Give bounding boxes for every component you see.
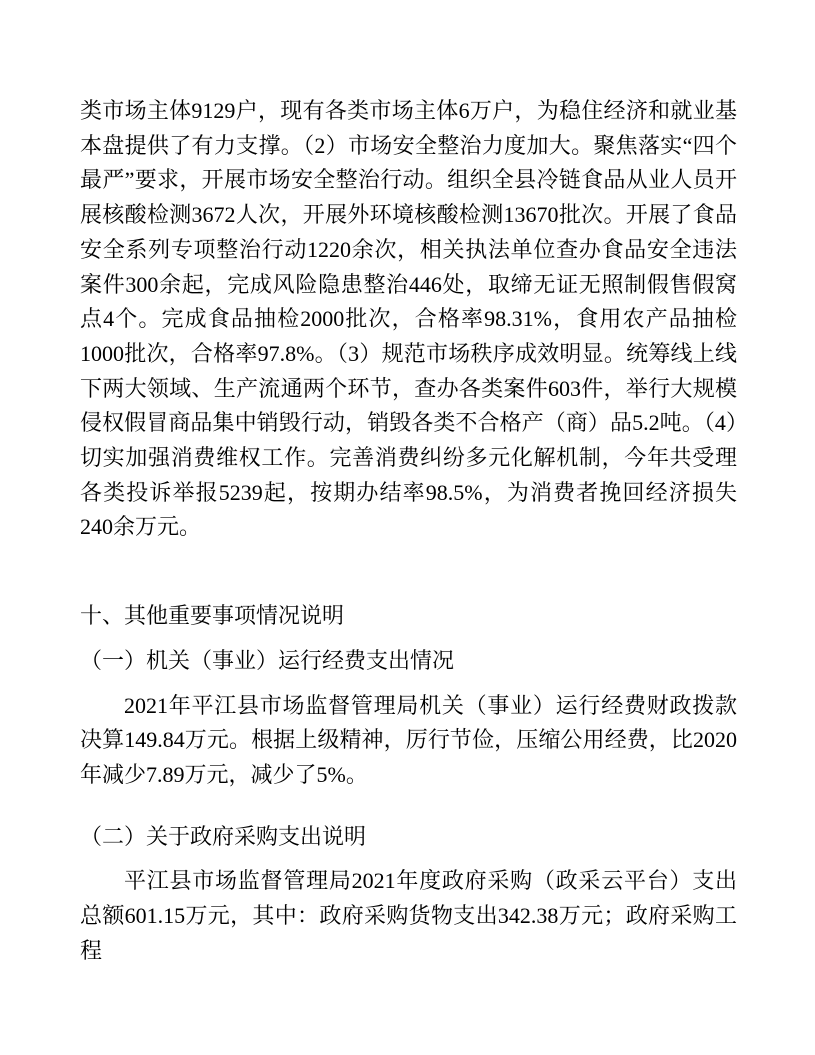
- document-content: [80, 94, 737, 968]
- section-heading-other-important-matters: 十、其他重要事项情况说明: [80, 603, 345, 629]
- subsection-heading-government-procurement: （二）关于政府采购支出说明: [80, 823, 367, 849]
- paragraph-government-procurement: 平江县市场监督管理局2021年度政府采购（政采云平台）支出总额601.15万元，其中：政府采购货物支出342.38万元；政府采购工程: [80, 868, 737, 963]
- paragraph-market-supervision-results: 类市场主体9129户，现有各类市场主体6万户，为稳住经济和就业基本盘提供了有力支撑。（2）市场安全整治力度加大。聚焦落实“四个最严”要求，开展市场安全整治行动。组织全县冷链食品从业人员开展核酸检测3672人次，开展外环境核酸检测13670批次。开展了食品安全系列专项整治行动1220余次，相关执法单位查办食品安全违法案件300余起，完成风险隐患整治446处，取缔无证无照制假售假窝点4个。完成食品抽检2000批次，合格率98.31%，食用农产品抽检1000批次，合格率97.8%。（3）规范市场秩序成效明显。统筹线上线下两大领域、生产流通两个环节，查办各类案件603件，举行大规模侵权假冒商品集中销毁行动，销毁各类不合格产（商）品5.2吨。（4）切实加强消费维权工作。完善消费纠纷多元化解机制，今年共受理各类投诉举报5239起，按期办结率98.5%，为消费者挽回经济损失240余万元。: [80, 98, 737, 540]
- subsection-heading-operating-expenses: （一）机关（事业）运行经费支出情况: [80, 647, 455, 673]
- paragraph-operating-expenses: 2021年平江县市场监督管理局机关（事业）运行经费财政拨款决算149.84万元。根据上级精神，厉行节俭，压缩公用经费，比2020年减少7.89万元，减少了5%。: [80, 692, 737, 787]
